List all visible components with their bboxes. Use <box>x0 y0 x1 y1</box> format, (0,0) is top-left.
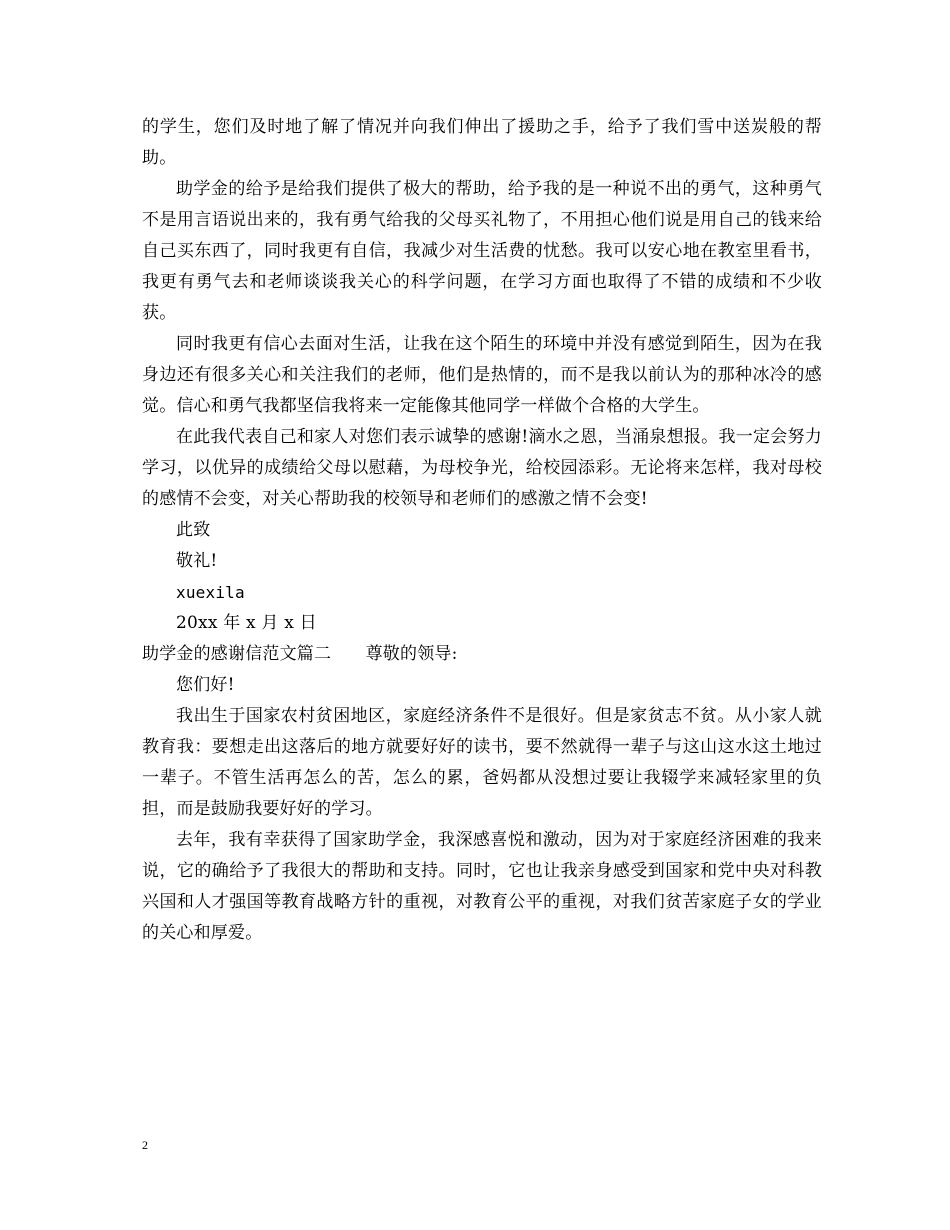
letter-body <box>142 112 822 949</box>
paragraph-background: 我出生于国家农村贫困地区，家庭经济条件不是很好。但是家贫志不贫。从小家人就教育我：要想走出这落后的地方就要好好的读书，要不然就得一辈子与这山这水这土地过一辈子。不管生活再怎么的苦，怎么的累，爸妈都从没想过要让我辍学来减轻家里的负担，而是鼓励我要好好的学习。 <box>142 706 822 819</box>
paragraph-gratitude: 去年，我有幸获得了国家助学金，我深感喜悦和激动，因为对于家庭经济困难的我来说，它的确给予了我很大的帮助和支持。同时，它也让我亲身感受到国家和党中央对科教兴国和人才强国等教育战略方针的重视，对教育公平的重视，对我们贫苦家庭子女的学业的关心和厚爱。 <box>142 830 822 943</box>
closing-respect: 敬礼! <box>176 551 218 571</box>
page-number: 2 <box>142 1138 148 1152</box>
signature-name: xuexila <box>176 583 245 602</box>
closing-salutation: 此致 <box>176 520 211 540</box>
paragraph-continuation: 的学生，您们及时地了解了情况并向我们伸出了援助之手，给予了我们雪中送炭般的帮助。 <box>142 117 822 168</box>
signature-date: 20xx 年 x 月 x 日 <box>176 613 317 633</box>
second-letter-heading: 助学金的感谢信范文篇二 尊敬的领导: <box>142 644 458 664</box>
paragraph-confidence: 同时我更有信心去面对生活，让我在这个陌生的环境中并没有感觉到陌生，因为在我身边还有很多关心和关注我们的老师，他们是热情的，而不是我以前认为的那种冰冷的感觉。信心和勇气我都坚信我将来一定能像其他同学一样做个合格的大学生。 <box>142 334 822 416</box>
paragraph-thanks: 在此我代表自己和家人对您们表示诚挚的感谢!滴水之恩，当涌泉想报。我一定会努力学习，以优异的成绩给父母以慰藉，为母校争光，给校园添彩。无论将来怎样，我对母校的感情不会变，对关心帮助我的校领导和老师们的感激之情不会变! <box>142 427 822 509</box>
paragraph-courage: 助学金的给予是给我们提供了极大的帮助，给予我的是一种说不出的勇气，这种勇气不是用言语说出来的，我有勇气给我的父母买礼物了，不用担心他们说是用自己的钱来给自己买东西了，同时我更有自信，我减少对生活费的忧愁。我可以安心地在教室里看书，我更有勇气去和老师谈谈我关心的科学问题，在学习方面也取得了不错的成绩和不少收获。 <box>142 179 822 323</box>
greeting: 您们好! <box>176 675 235 695</box>
